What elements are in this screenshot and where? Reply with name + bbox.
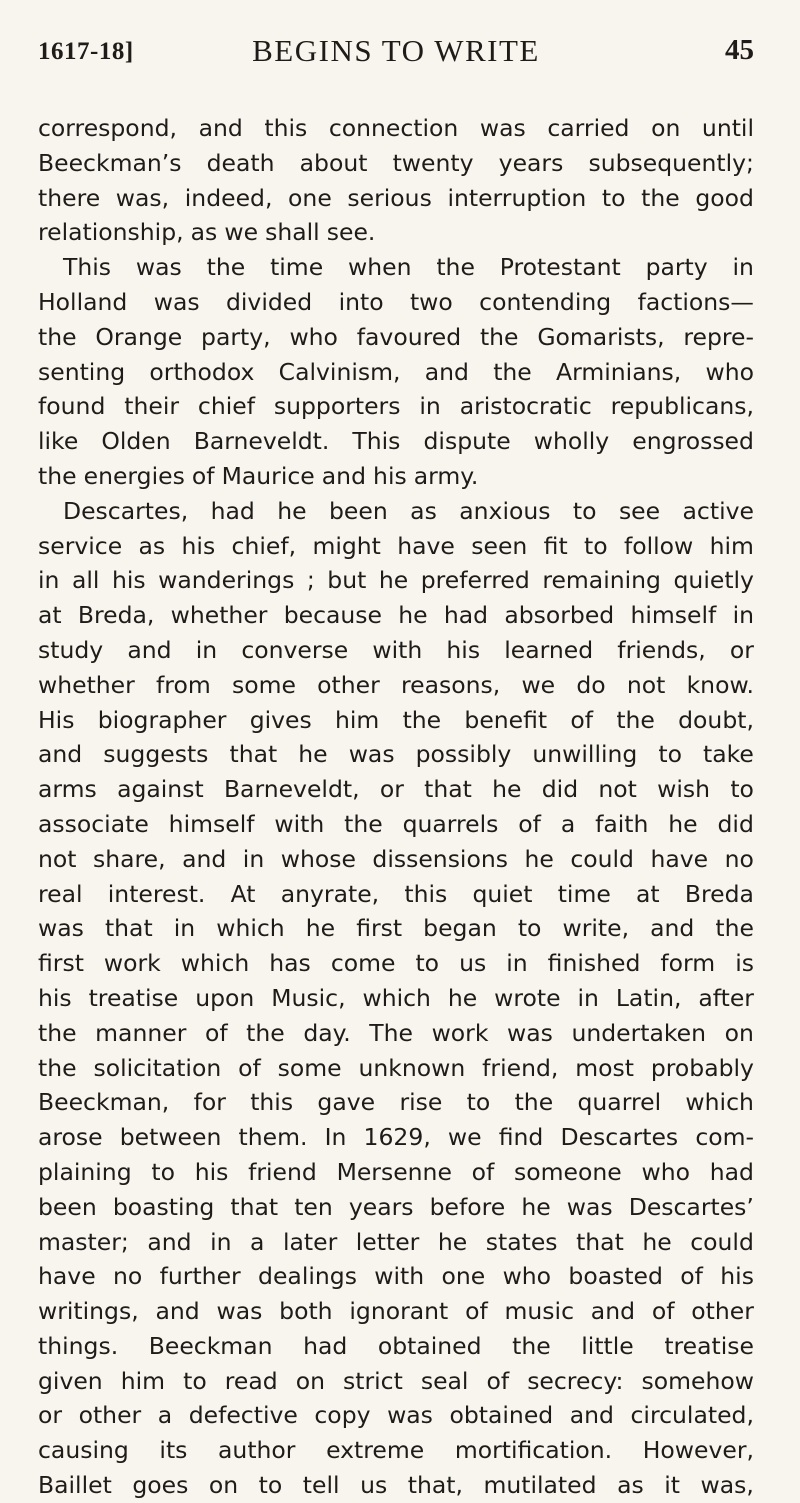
text-line: arose between them. In 1629, we find Descartes com- (38, 1123, 754, 1152)
text-line: in all his wanderings ; but he preferred remaining quietly (38, 566, 754, 595)
text-line: Descartes, had he been as anxious to see active (63, 496, 754, 525)
text-line: master; and in a later letter he states that he could (38, 1227, 754, 1256)
running-head (38, 30, 754, 74)
text-line: real interest. At anyrate, this quiet time at Breda (38, 879, 754, 908)
text-line: not share, and in whose dissensions he could have no (38, 844, 754, 873)
text-line: been boasting that ten years before he was Descartes’ (38, 1192, 754, 1221)
text-line: Beeckman’s death about twenty years subsequently; (38, 148, 754, 177)
text-line: was that in which he first began to write, and the (38, 914, 754, 943)
body-text (38, 111, 754, 1503)
text-line: the Orange party, who favoured the Gomarists, repre- (38, 322, 754, 351)
text-line: the manner of the day. The work was undertaken on (38, 1018, 754, 1047)
text-line: causing its author extreme mortification. However, (38, 1436, 754, 1465)
text-line: the energies of Maurice and his army. (38, 461, 479, 490)
text-line: study and in converse with his learned friends, or (38, 635, 754, 664)
text-line: Holland was divided into two contending factions— (38, 287, 754, 316)
text-line: This was the time when the Protestant party in (63, 253, 754, 282)
text-line: like Olden Barneveldt. This dispute wholly engrossed (38, 427, 754, 456)
text-line: whether from some other reasons, we do not know. (38, 670, 754, 699)
text-line: have no further dealings with one who boasted of his (38, 1262, 754, 1291)
text-line: there was, indeed, one serious interruption to the good (38, 183, 754, 212)
page-number: 45 (725, 34, 754, 66)
text-line: and suggests that he was possibly unwilling to take (38, 740, 754, 769)
text-line: service as his chief, might have seen fit to follow him (38, 531, 754, 560)
text-line: Beeckman, for this gave rise to the quarrel which (38, 1088, 754, 1117)
text-line: his treatise upon Music, which he wrote in Latin, after (38, 983, 754, 1012)
book-page (38, 30, 754, 1503)
text-line: relationship, as we shall see. (38, 218, 376, 247)
text-line: things. Beeckman had obtained the little treatise (38, 1331, 754, 1360)
text-line: His biographer gives him the benefit of the doubt, (38, 705, 754, 734)
text-line: found their chief supporters in aristocratic republicans, (38, 392, 754, 421)
text-line: given him to read on strict seal of secrecy: somehow (38, 1366, 754, 1395)
text-line: correspond, and this connection was carried on until (38, 114, 754, 142)
text-line: associate himself with the quarrels of a faith he did (38, 809, 754, 838)
text-line: arms against Barneveldt, or that he did not wish to (38, 775, 754, 804)
text-line: Baillet goes on to tell us that, mutilated as it was, (38, 1471, 754, 1500)
text-line: or other a defective copy was obtained and circulated, (38, 1401, 754, 1430)
running-head-title: BEGINS TO WRITE (252, 33, 540, 68)
text-line: writings, and was both ignorant of music and of other (38, 1297, 754, 1326)
text-line: at Breda, whether because he had absorbed himself in (38, 601, 754, 630)
text-line: the solicitation of some unknown friend, most probably (38, 1053, 754, 1082)
running-head-years: 1617-18] (38, 38, 134, 65)
text-line: first work which has come to us in finished form is (38, 949, 754, 978)
text-line: senting orthodox Calvinism, and the Arminians, who (38, 357, 754, 386)
text-line: plaining to his friend Mersenne of someone who had (38, 1157, 754, 1186)
